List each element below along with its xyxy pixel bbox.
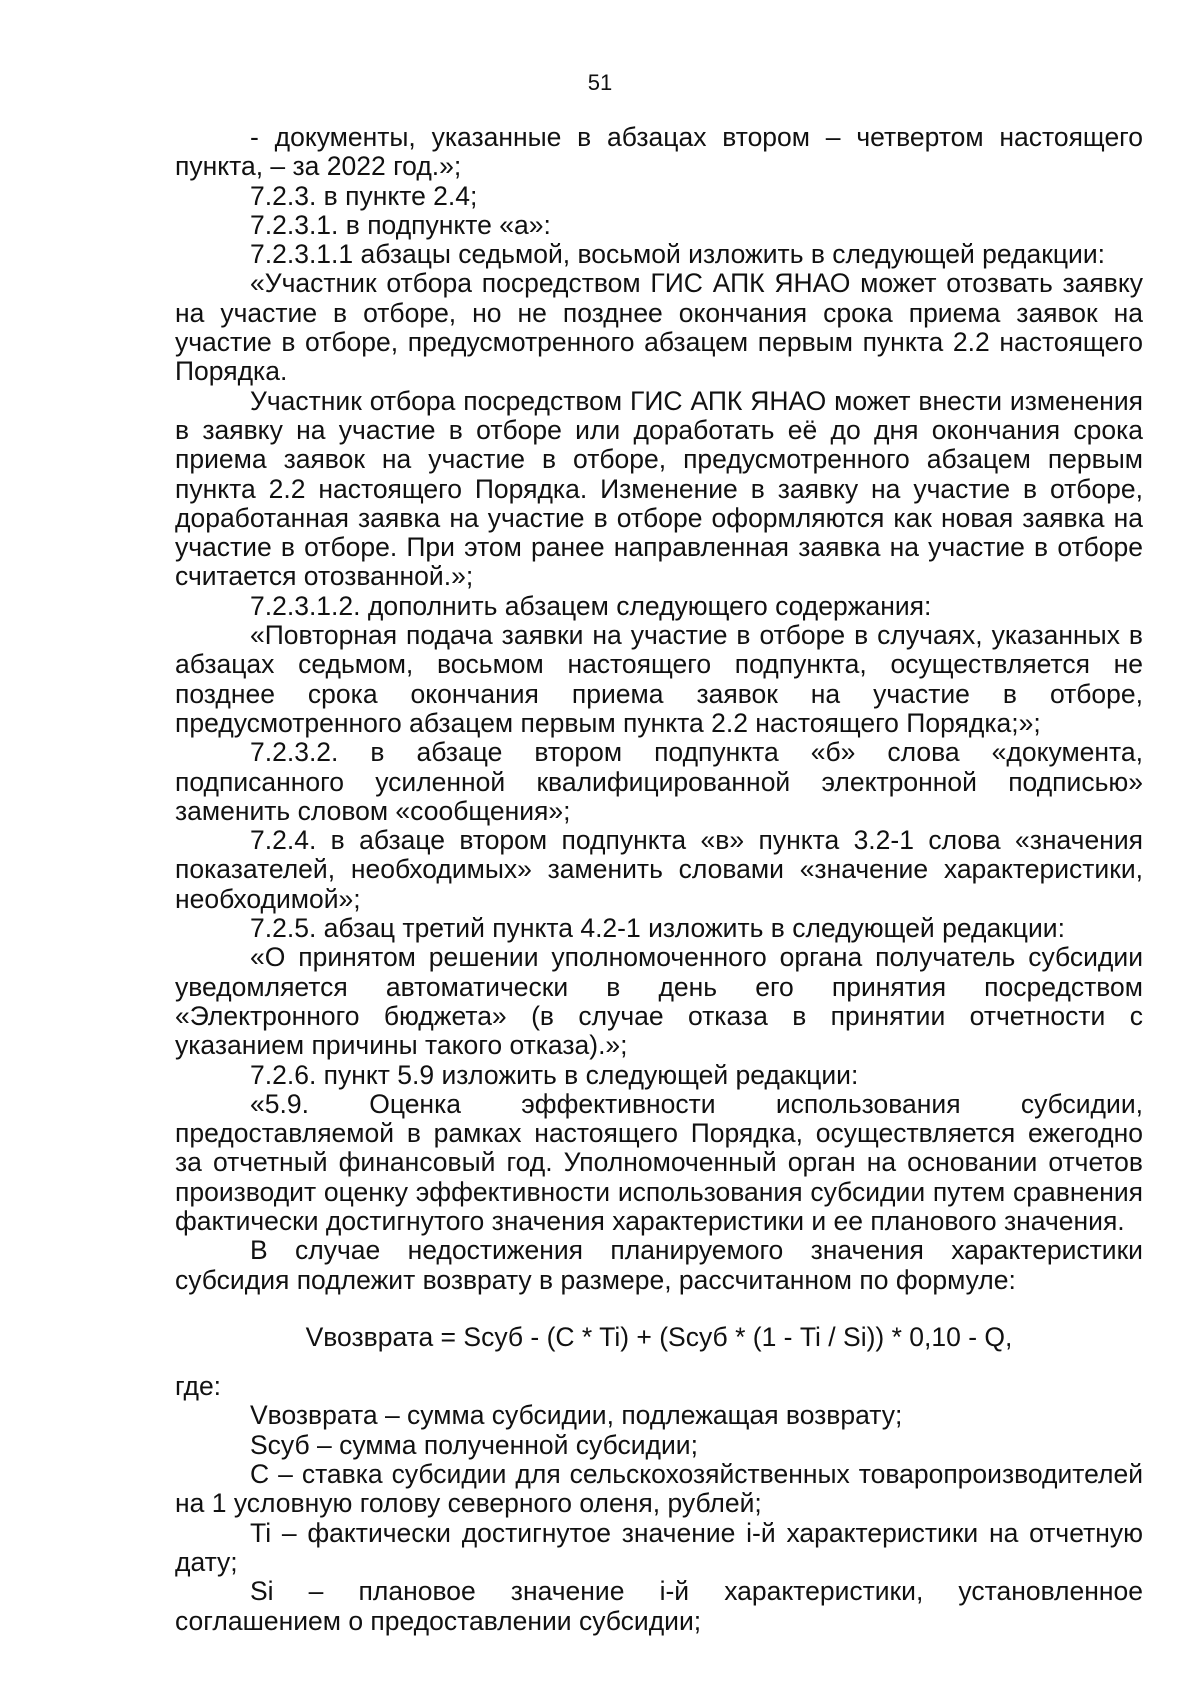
paragraph: «Участник отбора посредством ГИС АПК ЯНАО может отозвать заявку на участие в отборе, но не позднее окончания срока приема заявок на участие в отборе, предусмотренного абзацем первым пункта 2.2 настоящего Порядка. bbox=[175, 268, 1143, 387]
paragraph: 7.2.6. пункт 5.9 изложить в следующей редакции: bbox=[250, 1059, 859, 1090]
paragraph: Участник отбора посредством ГИС АПК ЯНАО может внести изменения в заявку на участие в отборе или доработать её до дня окончания срока приема заявок на участие в отборе, предусмотренного абзацем первым пункта 2.2 настоящего Порядка. Изменение в заявку на участие в отборе, доработанная заявка на участие в отборе оформляются как новая заявка на участие в отборе. При этом ранее направленная заявка на участие в отборе считается отозванной.»; bbox=[175, 385, 1143, 592]
paragraph: 7.2.3.2. в абзаце втором подпункта «б» слова «документа, подписанного усиленной квалифицированной электронной подписью» заменить словом «сообщения»; bbox=[175, 737, 1143, 826]
definition: Vвозврата – сумма субсидии, подлежащая возврату; bbox=[250, 1400, 903, 1431]
paragraph: 7.2.3.1.1 абзацы седьмой, восьмой изложить в следующей редакции: bbox=[250, 239, 1106, 270]
page-number: 51 bbox=[587, 70, 613, 95]
where-label: где: bbox=[175, 1371, 222, 1402]
definition: Si – плановое значение i-й характеристики, установленное соглашением о предоставлении субсидии; bbox=[175, 1576, 1143, 1636]
paragraph: 7.2.3.1.2. дополнить абзацем следующего содержания: bbox=[250, 590, 932, 621]
paragraph: «5.9. Оценка эффективности использования субсидии, предоставляемой в рамках настоящего Порядка, осуществляется ежегодно за отчетный финансовый год. Уполномоченный орган на основании отчетов производит оценку эффективности использования субсидии путем сравнения фактически достигнутого значения характеристики и ее планового значения. bbox=[175, 1088, 1143, 1236]
formula: Vвозврата = Sсуб - (C * Ti) + (Sсуб * (1 - Ti / Si)) * 0,10 - Q, bbox=[305, 1321, 1013, 1352]
paragraph: «Повторная подача заявки на участие в отборе в случаях, указанных в абзацах седьмом, восьмом настоящего подпункта, осуществляется не позднее срока окончания приема заявок на участие в отборе, предусмотренного абзацем первым пункта 2.2 настоящего Порядка;»; bbox=[175, 620, 1143, 738]
definition: Sсуб – сумма полученной субсидии; bbox=[250, 1429, 698, 1460]
paragraph: В случае недостижения планируемого значения характеристики субсидия подлежит возврату в размере, рассчитанном по формуле: bbox=[175, 1235, 1143, 1295]
paragraph: 7.2.5. абзац третий пункта 4.2-1 изложить в следующей редакции: bbox=[250, 913, 1065, 944]
paragraph: 7.2.3. в пункте 2.4; bbox=[250, 180, 478, 211]
paragraph: 7.2.3.1. в подпункте «а»: bbox=[250, 209, 551, 240]
definition: Ti – фактически достигнутое значение i-й характеристики на отчетную дату; bbox=[175, 1517, 1143, 1577]
document-body bbox=[175, 123, 1143, 1636]
paragraph: «О принятом решении уполномоченного органа получатель субсидии уведомляется автоматически в день его принятия посредством «Электронного бюджета» (в случае отказа в принятии отчетности с указанием причины такого отказа).»; bbox=[175, 942, 1143, 1061]
definition: C – ставка субсидии для сельскохозяйственных товаропроизводителей на 1 условную голову северного оленя, рублей; bbox=[175, 1459, 1143, 1519]
paragraph: 7.2.4. в абзаце втором подпункта «в» пункта 3.2-1 слова «значения показателей, необходимых» заменить словами «значение характеристики, необходимой»; bbox=[175, 825, 1143, 914]
paragraph: - документы, указанные в абзацах втором – четвертом настоящего пункта, – за 2022 год.»; bbox=[175, 122, 1143, 182]
